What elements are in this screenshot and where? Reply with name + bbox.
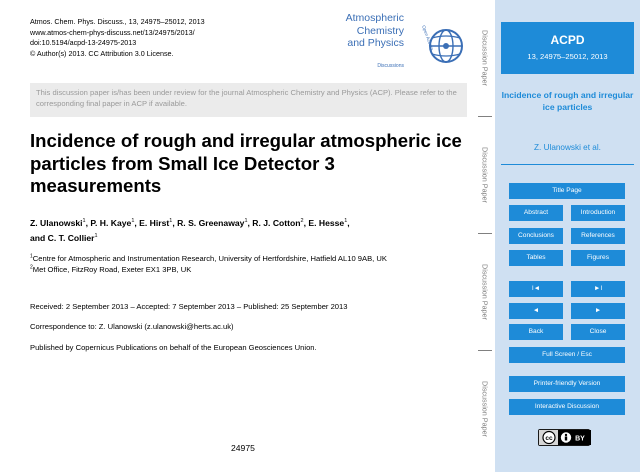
- by-label: BY: [575, 435, 585, 443]
- references-button[interactable]: References: [571, 228, 625, 244]
- printer-friendly-button[interactable]: Printer-friendly Version: [509, 376, 625, 392]
- last-page-button[interactable]: ►I: [571, 281, 625, 297]
- first-page-button[interactable]: I◄: [509, 281, 563, 297]
- affiliation: $^1$Centre for Atmospheric and Instrumentation Research, University of Hertfordshire, Hatfield AL10 9AB, UK: [30, 253, 387, 263]
- abstract-button[interactable]: Abstract: [509, 205, 563, 221]
- journal-logo: [342, 12, 470, 74]
- author: E. Hesse: [308, 218, 345, 228]
- short-title: Incidence of rough and irregular ice particles: [501, 90, 634, 112]
- fullscreen-button[interactable]: Full Screen / Esc: [509, 347, 625, 363]
- author: P. H. Kaye: [90, 218, 132, 228]
- cc-label: cc: [545, 435, 553, 442]
- title-page-button[interactable]: Title Page: [509, 183, 625, 199]
- author-conjunction: and: [30, 232, 46, 243]
- journal-logo-discussions: Discussions: [377, 63, 404, 69]
- page-number: 24975: [231, 443, 255, 453]
- journal-abbrev: ACPD: [550, 33, 585, 47]
- doi: doi:10.5194/acpd-13-24975-2013: [30, 38, 137, 47]
- back-button[interactable]: Back: [509, 324, 563, 340]
- discussion-paper-gutter: Discussion Paper Discussion Paper Discussion Paper Discussion Paper: [475, 0, 495, 472]
- author-list: Z. Ulanowski$^1$, P. H. Kaye$^1$, E. Hirst$^1$, R. S. Greenaway$^1$, R. J. Cotton$^2$, E. Hesse$^1$, and C. T. Collier$^1$: [30, 218, 350, 243]
- volume-info: 13, 24975–25012, 2013: [527, 52, 608, 61]
- cc-by-icon: [539, 430, 591, 447]
- next-page-button[interactable]: ►: [571, 303, 625, 319]
- journal-url[interactable]: www.atmos-chem-phys-discuss.net/13/24975/2013/: [30, 27, 195, 37]
- short-authors: Z. Ulanowski et al.: [534, 143, 601, 152]
- publication-dates: Received: 2 September 2013 – Accepted: 7 September 2013 – Published: 25 September 2013: [30, 302, 348, 311]
- gutter-divider: [478, 350, 492, 351]
- author: C. T. Collier: [47, 232, 95, 243]
- journal-citation: [30, 17, 205, 59]
- close-button[interactable]: Close: [571, 324, 625, 340]
- paper-title: Incidence of rough and irregular atmospheric ice particles from Small Ice Detector 3 measurements: [30, 130, 462, 196]
- author: R. J. Cotton: [252, 218, 301, 228]
- tables-button[interactable]: Tables: [509, 250, 563, 266]
- interactive-discussion-button[interactable]: Interactive Discussion: [509, 399, 625, 415]
- review-note: This discussion paper is/has been under review for the journal Atmospheric Chemistry and Physics (ACP). Please refer to the corresponding final paper in ACP if available.: [30, 83, 467, 117]
- journal-logo-text: Atmospheric Chemistry and Physics: [345, 12, 404, 49]
- publisher-statement: Published by Copernicus Publications on behalf of the European Geosciences Union.: [30, 343, 317, 352]
- author: E. Hirst: [139, 218, 170, 228]
- affiliation: $^2$Met Office, FitzRoy Road, Exeter EX1 3PB, UK: [30, 263, 192, 274]
- gutter-divider: [478, 233, 492, 234]
- conclusions-button[interactable]: Conclusions: [509, 228, 563, 244]
- globe-icon: [416, 18, 468, 70]
- previous-page-button[interactable]: ◄: [509, 303, 563, 319]
- correspondence: Correspondence to: Z. Ulanowski (z.ulanowski@herts.ac.uk): [30, 322, 234, 331]
- introduction-button[interactable]: Introduction: [571, 205, 625, 221]
- license: © Author(s) 2013. CC Attribution 3.0 License.: [30, 48, 174, 58]
- author: R. S. Greenaway: [177, 218, 245, 228]
- author: Z. Ulanowski: [30, 218, 83, 228]
- gutter-divider: [478, 116, 492, 117]
- journal-badge: [501, 22, 634, 74]
- citation-line: Atmos. Chem. Phys. Discuss., 13, 24975–25012, 2013: [30, 17, 205, 26]
- sidebar-divider: [501, 164, 634, 165]
- navigation-sidebar: [495, 0, 640, 472]
- cc-license-badge[interactable]: [538, 429, 590, 446]
- affiliations: [30, 254, 470, 275]
- svg-text:Open Access: Open Access: [421, 24, 435, 52]
- figures-button[interactable]: Figures: [571, 250, 625, 266]
